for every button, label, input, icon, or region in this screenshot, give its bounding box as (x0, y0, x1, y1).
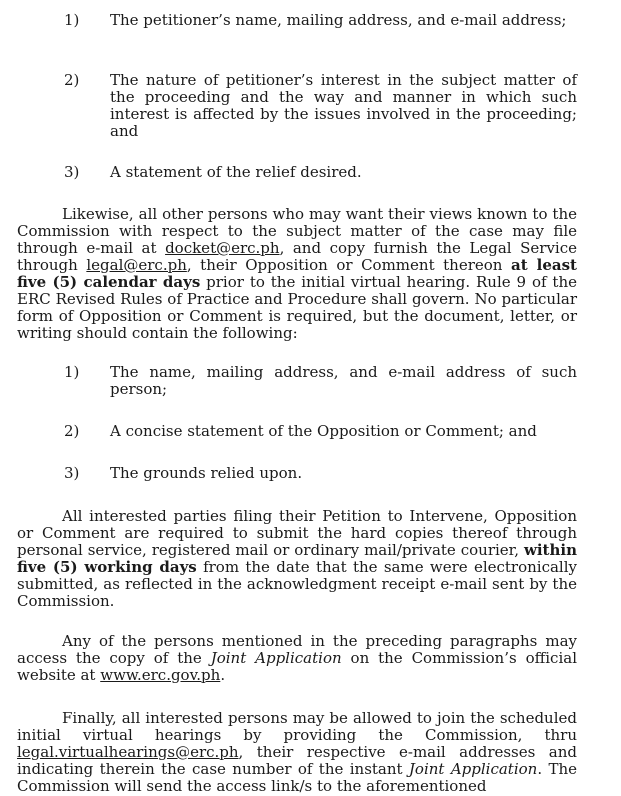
document-title: Joint Application (210, 649, 342, 667)
list-number: 1) (64, 363, 80, 381)
virtual-hearings-email-link[interactable]: legal.virtualhearings@erc.ph (17, 743, 239, 761)
list-number: 2) (64, 71, 80, 89)
list-number: 1) (64, 11, 80, 29)
deadline-emphasis: at least five (5) calendar days (17, 256, 577, 291)
list-item-text: A concise statement of the Opposition or Comment; and (110, 422, 537, 440)
document-title: Joint Application (408, 760, 538, 778)
list-number: 3) (64, 163, 80, 181)
list-number: 2) (64, 422, 80, 440)
list-item-text: The grounds relied upon. (110, 464, 303, 482)
list-item-text: The name, mailing address, and e-mail address of such person; (110, 363, 577, 398)
list-number: 3) (64, 464, 80, 482)
deadline-emphasis: within five (5) working days (17, 541, 577, 576)
paragraph-likewise: Likewise, all other persons who may want their views known to the Commission with respect to the subject matter of the case may file through e-mail at docket@erc.ph, and copy furnish the Legal Service through legal@erc.ph, their Opposition or Comment thereon at least five (5) calendar days prior to the initial virtual hearing. Rule 9 of the ERC Revised Rules of Practice and Procedure shall govern. No particular form of Opposition or Comment is required, but the document, letter, or writing should contain the following: (17, 205, 577, 342)
docket-email-link[interactable]: docket@erc.ph (165, 239, 280, 257)
list-item-text: The petitioner’s name, mailing address, and e-mail address; (110, 11, 567, 29)
erc-website-link[interactable]: www.erc.gov.ph (100, 666, 221, 684)
paragraph-virtual-hearings: Finally, all interested persons may be allowed to join the scheduled initial virtual hearings by providing the Commission, thru legal.virtualhearings@erc.ph, their respective e-mail addresses and indicating therein the case number of the instant Joint Application. The Commission will send the access link/s to the aforementioned (17, 709, 577, 795)
paragraph-access-copy: Any of the persons mentioned in the preceding paragraphs may access the copy of the Joint Application on the Commission’s official website at www.erc.gov.ph. (17, 632, 577, 684)
list-item-text: The nature of petitioner’s interest in the subject matter of the proceeding and the way and manner in which such interest is affected by the issues involved in the proceeding; and (110, 71, 577, 140)
legal-email-link[interactable]: legal@erc.ph (86, 256, 187, 274)
list-item-text: A statement of the relief desired. (110, 163, 362, 181)
paragraph-interested-parties: All interested parties filing their Petition to Intervene, Opposition or Comment are required to submit the hard copies thereof through personal service, registered mail or ordinary mail/private courier, within five (5) working days from the date that the same were electronically submitted, as reflected in the acknowledgment receipt e-mail sent by the Commission. (17, 507, 578, 610)
